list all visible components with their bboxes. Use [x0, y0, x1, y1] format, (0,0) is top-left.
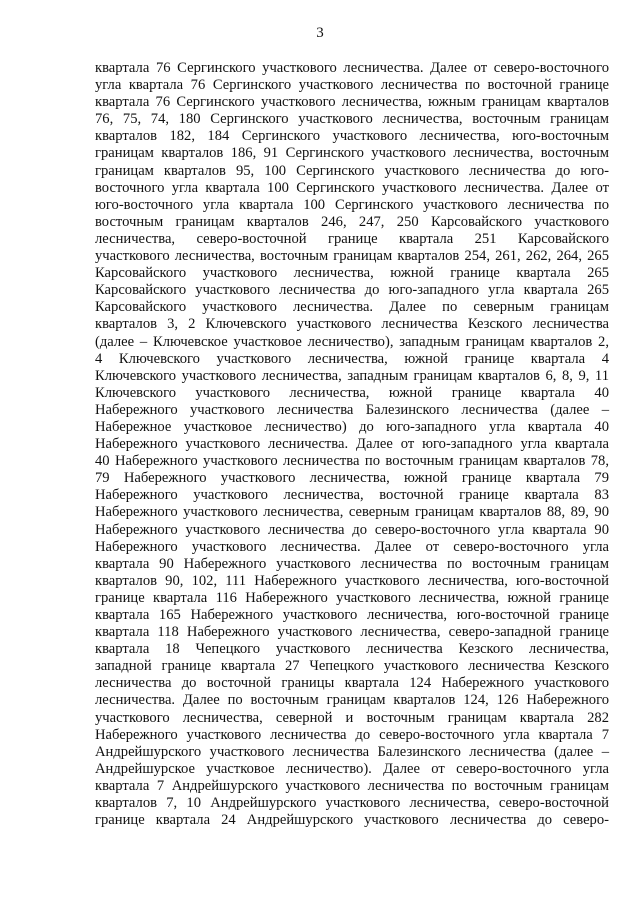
text-line: границам кварталов 186, 91 Сергинского участкового лесничества, восточным	[95, 145, 609, 162]
text-line: Набережного участкового лесничества. Далее от юго-западного угла квартала	[95, 436, 609, 453]
text-line: Андрейшурское участковое лесничество). Далее от северо-восточного угла	[95, 760, 609, 777]
text-line: 76, 75, 74, 180 Сергинского участкового лесничества, восточным границам	[95, 111, 609, 128]
text-line: квартала 118 Набережного участкового лесничества, северо-западной границе	[95, 624, 609, 641]
text-line: Набережного участкового лесничества, восточной границе квартала 83	[95, 487, 609, 504]
text-line: лесничества, северо-восточной границе квартала 251 Карсовайского	[95, 230, 609, 247]
text-line: Набережного участкового лесничества до северо-восточного угла квартала 90	[95, 521, 609, 538]
text-line: юго-восточного угла квартала 100 Сергинского участкового лесничества по	[95, 196, 609, 213]
text-line: кварталов 90, 102, 111 Набережного участкового лесничества, юго-восточной	[95, 572, 609, 589]
text-line: 79 Набережного участкового лесничества, южной границе квартала 79	[95, 470, 609, 487]
text-line: западной границе квартала 27 Чепецкого участкового лесничества Кезского	[95, 658, 609, 675]
text-line: 40 Набережного участкового лесничества по восточным границам кварталов 78,	[95, 453, 609, 470]
text-line: участкового лесничества, восточным границам кварталов 254, 261, 262, 264, 265	[95, 248, 609, 265]
text-line: Ключевского участкового лесничества, южной границе квартала 40	[95, 384, 609, 401]
text-line: восточного угла квартала 100 Сергинского участкового лесничества. Далее от	[95, 179, 609, 196]
text-line: Набережное участковое лесничество) до юго-западного угла квартала 40	[95, 418, 609, 435]
text-line: квартала 18 Чепецкого участкового лесничества Кезского лесничества,	[95, 641, 609, 658]
text-line: Ключевского участкового лесничества, западным границам кварталов 6, 8, 9, 11	[95, 367, 609, 384]
body-text	[95, 60, 609, 829]
text-line: квартала 7 Андрейшурского участкового лесничества по восточным границам	[95, 777, 609, 794]
text-line: Набережного участкового лесничества до северо-восточного угла квартала 7	[95, 726, 609, 743]
text-line: Андрейшурского участкового лесничества Балезинского лесничества (далее –	[95, 743, 609, 760]
text-line: квартала 90 Набережного участкового лесничества по восточным границам	[95, 555, 609, 572]
text-line: угла квартала 76 Сергинского участкового лесничества по восточной границе	[95, 77, 609, 94]
text-line: Набережного участкового лесничества. Далее от северо-восточного угла	[95, 538, 609, 555]
text-line: (далее – Ключевское участковое лесничество), западным границам кварталов 2,	[95, 333, 609, 350]
text-line: Карсовайского участкового лесничества до юго-западного угла квартала 265	[95, 282, 609, 299]
text-line: границе квартала 116 Набережного участкового лесничества, южной границе	[95, 589, 609, 606]
text-line: границе квартала 24 Андрейшурского участкового лесничества до северо-	[95, 812, 609, 829]
text-line: Набережного участкового лесничества, северным границам кварталов 88, 89, 90	[95, 504, 609, 521]
text-line: границам кварталов 95, 100 Сергинского участкового лесничества до юго-	[95, 162, 609, 179]
text-line: Набережного участкового лесничества Балезинского лесничества (далее –	[95, 401, 609, 418]
text-line: лесничества. Далее по восточным границам кварталов 124, 126 Набережного	[95, 692, 609, 709]
text-line: Карсовайского участкового лесничества. Далее по северным границам	[95, 299, 609, 316]
text-line: кварталов 7, 10 Андрейшурского участкового лесничества, северо-восточной	[95, 795, 609, 812]
text-line: участкового лесничества, северной и восточным границам квартала 282	[95, 709, 609, 726]
page-number: 3	[316, 25, 324, 41]
text-line: квартала 165 Набережного участкового лесничества, юго-восточной границе	[95, 607, 609, 623]
text-line: Карсовайского участкового лесничества, южной границе квартала 265	[95, 265, 609, 282]
text-line: кварталов 3, 2 Ключевского участкового лесничества Кезского лесничества	[95, 316, 609, 333]
text-line: восточным границам кварталов 246, 247, 250 Карсовайского участкового	[95, 213, 609, 230]
text-line: квартала 76 Сергинского участкового лесничества. Далее от северо-восточного	[95, 60, 609, 76]
text-line: квартала 76 Сергинского участкового лесничества, южным границам кварталов	[95, 94, 609, 111]
text-line: лесничества до восточной границы квартала 124 Набережного участкового	[95, 675, 609, 692]
text-line: кварталов 182, 184 Сергинского участкового лесничества, юго-восточным	[95, 128, 609, 145]
text-line: 4 Ключевского участкового лесничества, южной границе квартала 4	[95, 350, 609, 367]
